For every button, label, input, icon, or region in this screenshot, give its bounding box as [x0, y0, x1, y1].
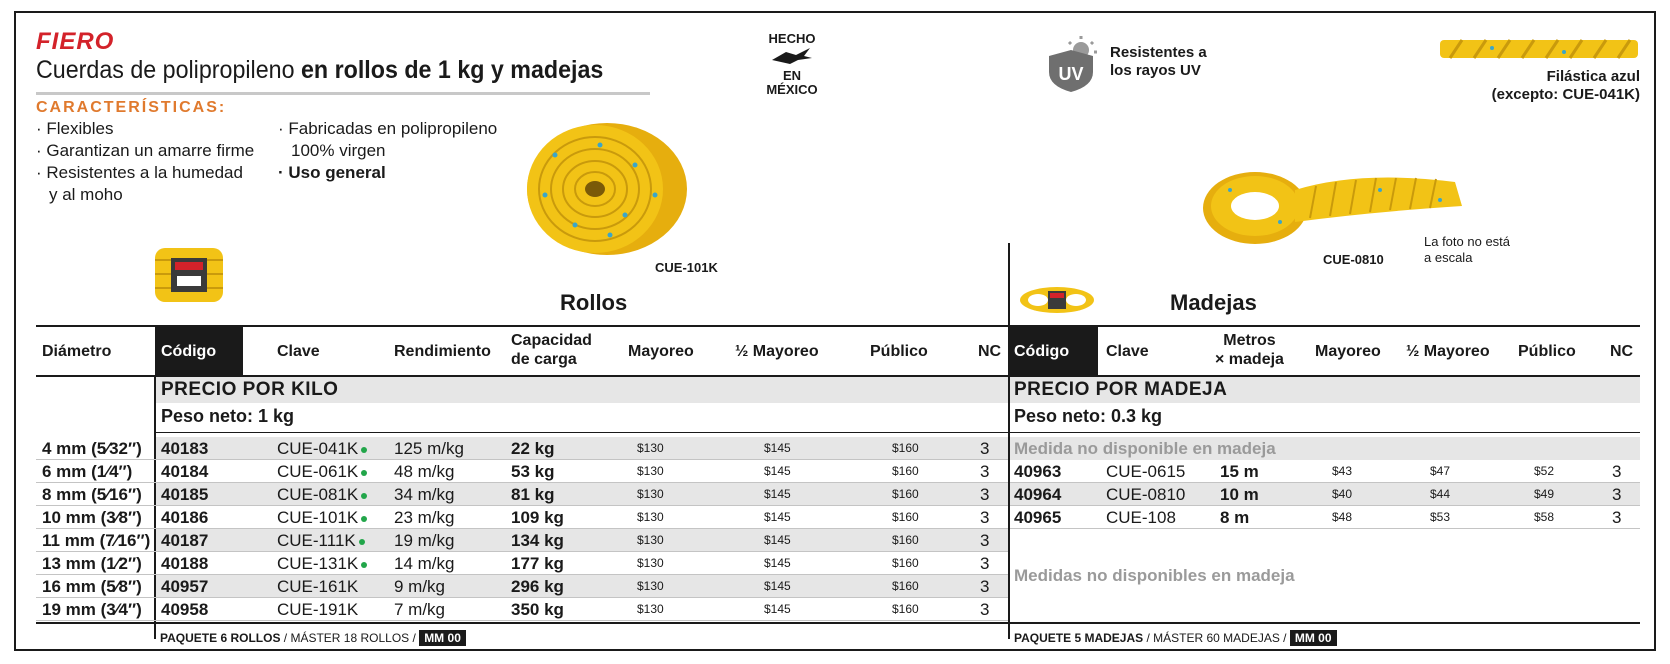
green-dot-icon [361, 562, 367, 568]
madejas-header-row [1010, 327, 1640, 375]
cell-clave: CUE-108 [1106, 508, 1176, 527]
cell-clave: CUE-041K [277, 437, 367, 460]
cell-mayoreo: $130 [637, 441, 664, 455]
col-header-capacidad: Capacidad de carga [511, 332, 592, 368]
rollos-package-footer: PAQUETE 6 ROLLOS / MÁSTER 18 ROLLOS / MM 00 [160, 631, 466, 645]
cell-publico: $160 [892, 556, 919, 570]
uv-badge-label: UV [1058, 64, 1084, 84]
cell-publico: $160 [892, 533, 919, 547]
cell-codigo: 40186 [161, 508, 209, 527]
cell-capacidad: 22 kg [511, 439, 555, 458]
table-row [36, 552, 1008, 575]
cell-metros: 10 m [1220, 485, 1259, 504]
cell-publico: $160 [892, 602, 919, 616]
cell-codigo: 40188 [161, 554, 209, 573]
cell-diametro: 11 mm (7⁄16″) [42, 531, 151, 550]
cell-mayoreo: $130 [637, 533, 664, 547]
cell-clave: CUE-081K [277, 483, 367, 506]
cell-publico: $160 [892, 487, 919, 501]
cell-mayoreo: $40 [1332, 487, 1353, 501]
cell-diametro: 19 mm (3⁄4″) [42, 600, 142, 619]
cell-nc: 3 [980, 531, 990, 550]
cell-medio-mayoreo: $44 [1430, 487, 1451, 501]
packaged-roll-thumbnail [153, 246, 225, 304]
features-list-2 [278, 118, 497, 184]
cell-diametro: 4 mm (5⁄32″) [42, 439, 142, 458]
col-header-nc: NC [978, 343, 1002, 360]
feature-item: · Flexibles [36, 119, 114, 138]
table-row [36, 529, 1008, 552]
cell-rendimiento: 34 m/kg [394, 485, 455, 504]
mm-code-badge: MM 00 [419, 630, 466, 646]
cell-nc: 3 [980, 554, 990, 573]
cell-capacidad: 81 kg [511, 485, 555, 504]
cell-clave: CUE-161K [277, 577, 359, 596]
cell-publico: $52 [1534, 464, 1555, 478]
cell-capacidad: 134 kg [511, 531, 564, 550]
cell-nc: 3 [1612, 485, 1622, 504]
price-per-skein-label: PRECIO POR MADEJA [1014, 379, 1228, 400]
col-header-codigo: Código [1010, 327, 1098, 375]
cell-clave: CUE-111K [277, 529, 365, 552]
feature-item: 100% virgen [291, 141, 386, 160]
table-row [36, 460, 1008, 483]
cell-rendimiento: 23 m/kg [394, 508, 455, 527]
col-header-metros: Metros × madeja [1215, 332, 1284, 368]
cell-mayoreo: $130 [637, 556, 664, 570]
cell-codigo: 40183 [161, 439, 209, 458]
cell-mayoreo: $48 [1332, 510, 1353, 524]
cell-publico: $58 [1534, 510, 1555, 524]
title-underline [36, 92, 650, 95]
col-header-publico: Público [1518, 343, 1576, 360]
cell-medio-mayoreo: $145 [764, 487, 791, 501]
col-header-codigo: Código [155, 327, 243, 375]
cell-clave: CUE-0810 [1106, 485, 1186, 504]
cell-medio-mayoreo: $47 [1430, 464, 1451, 478]
rollos-net-weight: Peso neto: 1 kg [161, 406, 295, 426]
cell-medio-mayoreo: $145 [764, 602, 791, 616]
cell-capacidad: 53 kg [511, 462, 555, 481]
cell-clave: CUE-0615 [1106, 462, 1186, 481]
col-header-medio-mayoreo: ½ Mayoreo [735, 343, 819, 360]
cell-capacidad: 109 kg [511, 508, 564, 527]
packaged-skein-thumbnail [1018, 284, 1096, 316]
col-header-clave: Clave [1106, 343, 1149, 360]
page-title: Cuerdas de polipropileno en rollos de 1 kg y madejas [36, 56, 604, 84]
cell-codigo: 40185 [161, 485, 209, 504]
col-header-nc: NC [1610, 343, 1634, 360]
cell-publico: $160 [892, 464, 919, 478]
cell-mayoreo: $130 [637, 579, 664, 593]
cell-nc: 3 [980, 600, 990, 619]
eagle-icon [770, 46, 814, 66]
cell-rendimiento: 19 m/kg [394, 531, 455, 550]
green-dot-icon [361, 516, 367, 522]
rollos-bottom-rule [36, 622, 1008, 624]
roll-image-caption: CUE-101K [655, 260, 718, 275]
col-header-clave: Clave [277, 343, 320, 360]
table-row [36, 437, 1008, 460]
cell-capacidad: 350 kg [511, 600, 564, 619]
cell-medio-mayoreo: $145 [764, 579, 791, 593]
cell-medio-mayoreo: $145 [764, 556, 791, 570]
col-header-mayoreo: Mayoreo [628, 343, 694, 360]
cell-medio-mayoreo: $53 [1430, 510, 1451, 524]
table-row [1010, 460, 1640, 483]
cell-nc: 3 [980, 439, 990, 458]
cell-rendimiento: 7 m/kg [394, 600, 446, 619]
row-rule [1010, 528, 1640, 529]
cell-codigo: 40963 [1014, 462, 1062, 481]
cell-codigo: 40957 [161, 577, 209, 596]
rope-strand-image [1440, 34, 1638, 64]
cell-nc: 3 [980, 462, 990, 481]
uv-resistant-icon [1045, 34, 1103, 94]
uv-text: Resistentes a los rayos UV [1110, 44, 1207, 79]
cell-rendimiento: 14 m/kg [394, 554, 455, 573]
cell-metros: 8 m [1220, 508, 1250, 527]
cell-nc: 3 [980, 577, 990, 596]
col-header-mayoreo: Mayoreo [1315, 343, 1381, 360]
cell-publico: $160 [892, 510, 919, 524]
cell-mayoreo: $130 [637, 464, 664, 478]
cell-codigo: 40184 [161, 462, 209, 481]
mm-code-badge: MM 00 [1290, 630, 1337, 646]
cell-codigo: 40965 [1014, 508, 1062, 527]
rollos-section-title: Rollos [560, 290, 628, 315]
cell-rendimiento: 125 m/kg [394, 439, 464, 458]
cell-medio-mayoreo: $145 [764, 464, 791, 478]
green-dot-icon [361, 447, 367, 453]
cell-nc: 3 [980, 508, 990, 527]
col-header-diametro: Diámetro [42, 343, 112, 360]
rollos-price-band [156, 377, 1008, 403]
table-row [36, 575, 1008, 598]
table-row [36, 598, 1008, 621]
col-header-medio-mayoreo: ½ Mayoreo [1406, 343, 1490, 360]
col-header-rendimiento: Rendimiento [394, 343, 491, 360]
cell-diametro: 16 mm (5⁄8″) [42, 577, 142, 596]
cell-publico: $160 [892, 441, 919, 455]
feature-item: · Resistentes a la humedad [36, 163, 243, 182]
cell-nc: 3 [1612, 508, 1622, 527]
cell-metros: 15 m [1220, 462, 1259, 481]
cell-clave: CUE-191K [277, 600, 359, 619]
madejas-peso-rule [1010, 432, 1640, 433]
filastica-note: Filástica azul (excepto: CUE-041K) [1491, 68, 1640, 103]
madejas-bottom-rule [1010, 622, 1640, 624]
cell-codigo: 40958 [161, 600, 209, 619]
cell-clave: CUE-061K [277, 460, 367, 483]
col-header-publico: Público [870, 343, 928, 360]
brand-logo: FIERO [36, 28, 115, 55]
made-in-mexico-seal: HECHO EN MÉXICO [766, 31, 818, 97]
cell-medio-mayoreo: $145 [764, 441, 791, 455]
row-rule [36, 620, 1008, 621]
cell-publico: $49 [1534, 487, 1555, 501]
cell-diametro: 6 mm (1⁄4″) [42, 462, 133, 481]
cell-medio-mayoreo: $145 [764, 510, 791, 524]
cell-capacidad: 177 kg [511, 554, 564, 573]
table-row [36, 483, 1008, 506]
scale-note: La foto no está a escala [1424, 234, 1511, 265]
cell-nc: 3 [980, 485, 990, 504]
cell-rendimiento: 48 m/kg [394, 462, 455, 481]
green-dot-icon [359, 539, 365, 545]
unavailable-row: Medida no disponible en madeja [1010, 437, 1640, 460]
cell-capacidad: 296 kg [511, 577, 564, 596]
cell-mayoreo: $130 [637, 602, 664, 616]
cell-diametro: 13 mm (1⁄2″) [42, 554, 142, 573]
cell-diametro: 10 mm (3⁄8″) [42, 508, 142, 527]
cell-mayoreo: $43 [1332, 464, 1353, 478]
madejas-section-title: Madejas [1170, 290, 1257, 315]
features-list-1 [36, 118, 254, 206]
table-row [1010, 506, 1640, 529]
cell-clave: CUE-101K [277, 506, 367, 529]
features-heading: CARACTERÍSTICAS: [36, 99, 227, 116]
cell-publico: $160 [892, 579, 919, 593]
price-per-kilo-label: PRECIO POR KILO [161, 379, 339, 400]
madejas-package-footer: PAQUETE 5 MADEJAS / MÁSTER 60 MADEJAS / MM 00 [1014, 631, 1337, 645]
unavailable-note: Medidas no disponibles en madeja [1014, 566, 1295, 585]
skein-image-caption: CUE-0810 [1323, 252, 1384, 267]
green-dot-icon [361, 470, 367, 476]
cell-clave: CUE-131K [277, 552, 367, 575]
table-row [36, 506, 1008, 529]
table-row [1010, 483, 1640, 506]
cell-diametro: 8 mm (5⁄16″) [42, 485, 142, 504]
cell-codigo: 40964 [1014, 485, 1062, 504]
feature-item: · Uso general [278, 163, 386, 182]
cell-rendimiento: 9 m/kg [394, 577, 446, 596]
feature-item: y al moho [49, 185, 123, 204]
cell-mayoreo: $130 [637, 487, 664, 501]
feature-item: · Fabricadas en polipropileno [278, 119, 498, 138]
cell-codigo: 40187 [161, 531, 209, 550]
rope-roll-image [515, 115, 690, 260]
madejas-net-weight: Peso neto: 0.3 kg [1014, 406, 1163, 426]
rollos-header-row [36, 327, 1008, 375]
cell-mayoreo: $130 [637, 510, 664, 524]
cell-nc: 3 [1612, 462, 1622, 481]
feature-item: · Garantizan un amarre firme [36, 141, 255, 160]
green-dot-icon [361, 493, 367, 499]
rollos-peso-rule [156, 432, 1008, 433]
cell-medio-mayoreo: $145 [764, 533, 791, 547]
madejas-price-band [1010, 377, 1640, 403]
